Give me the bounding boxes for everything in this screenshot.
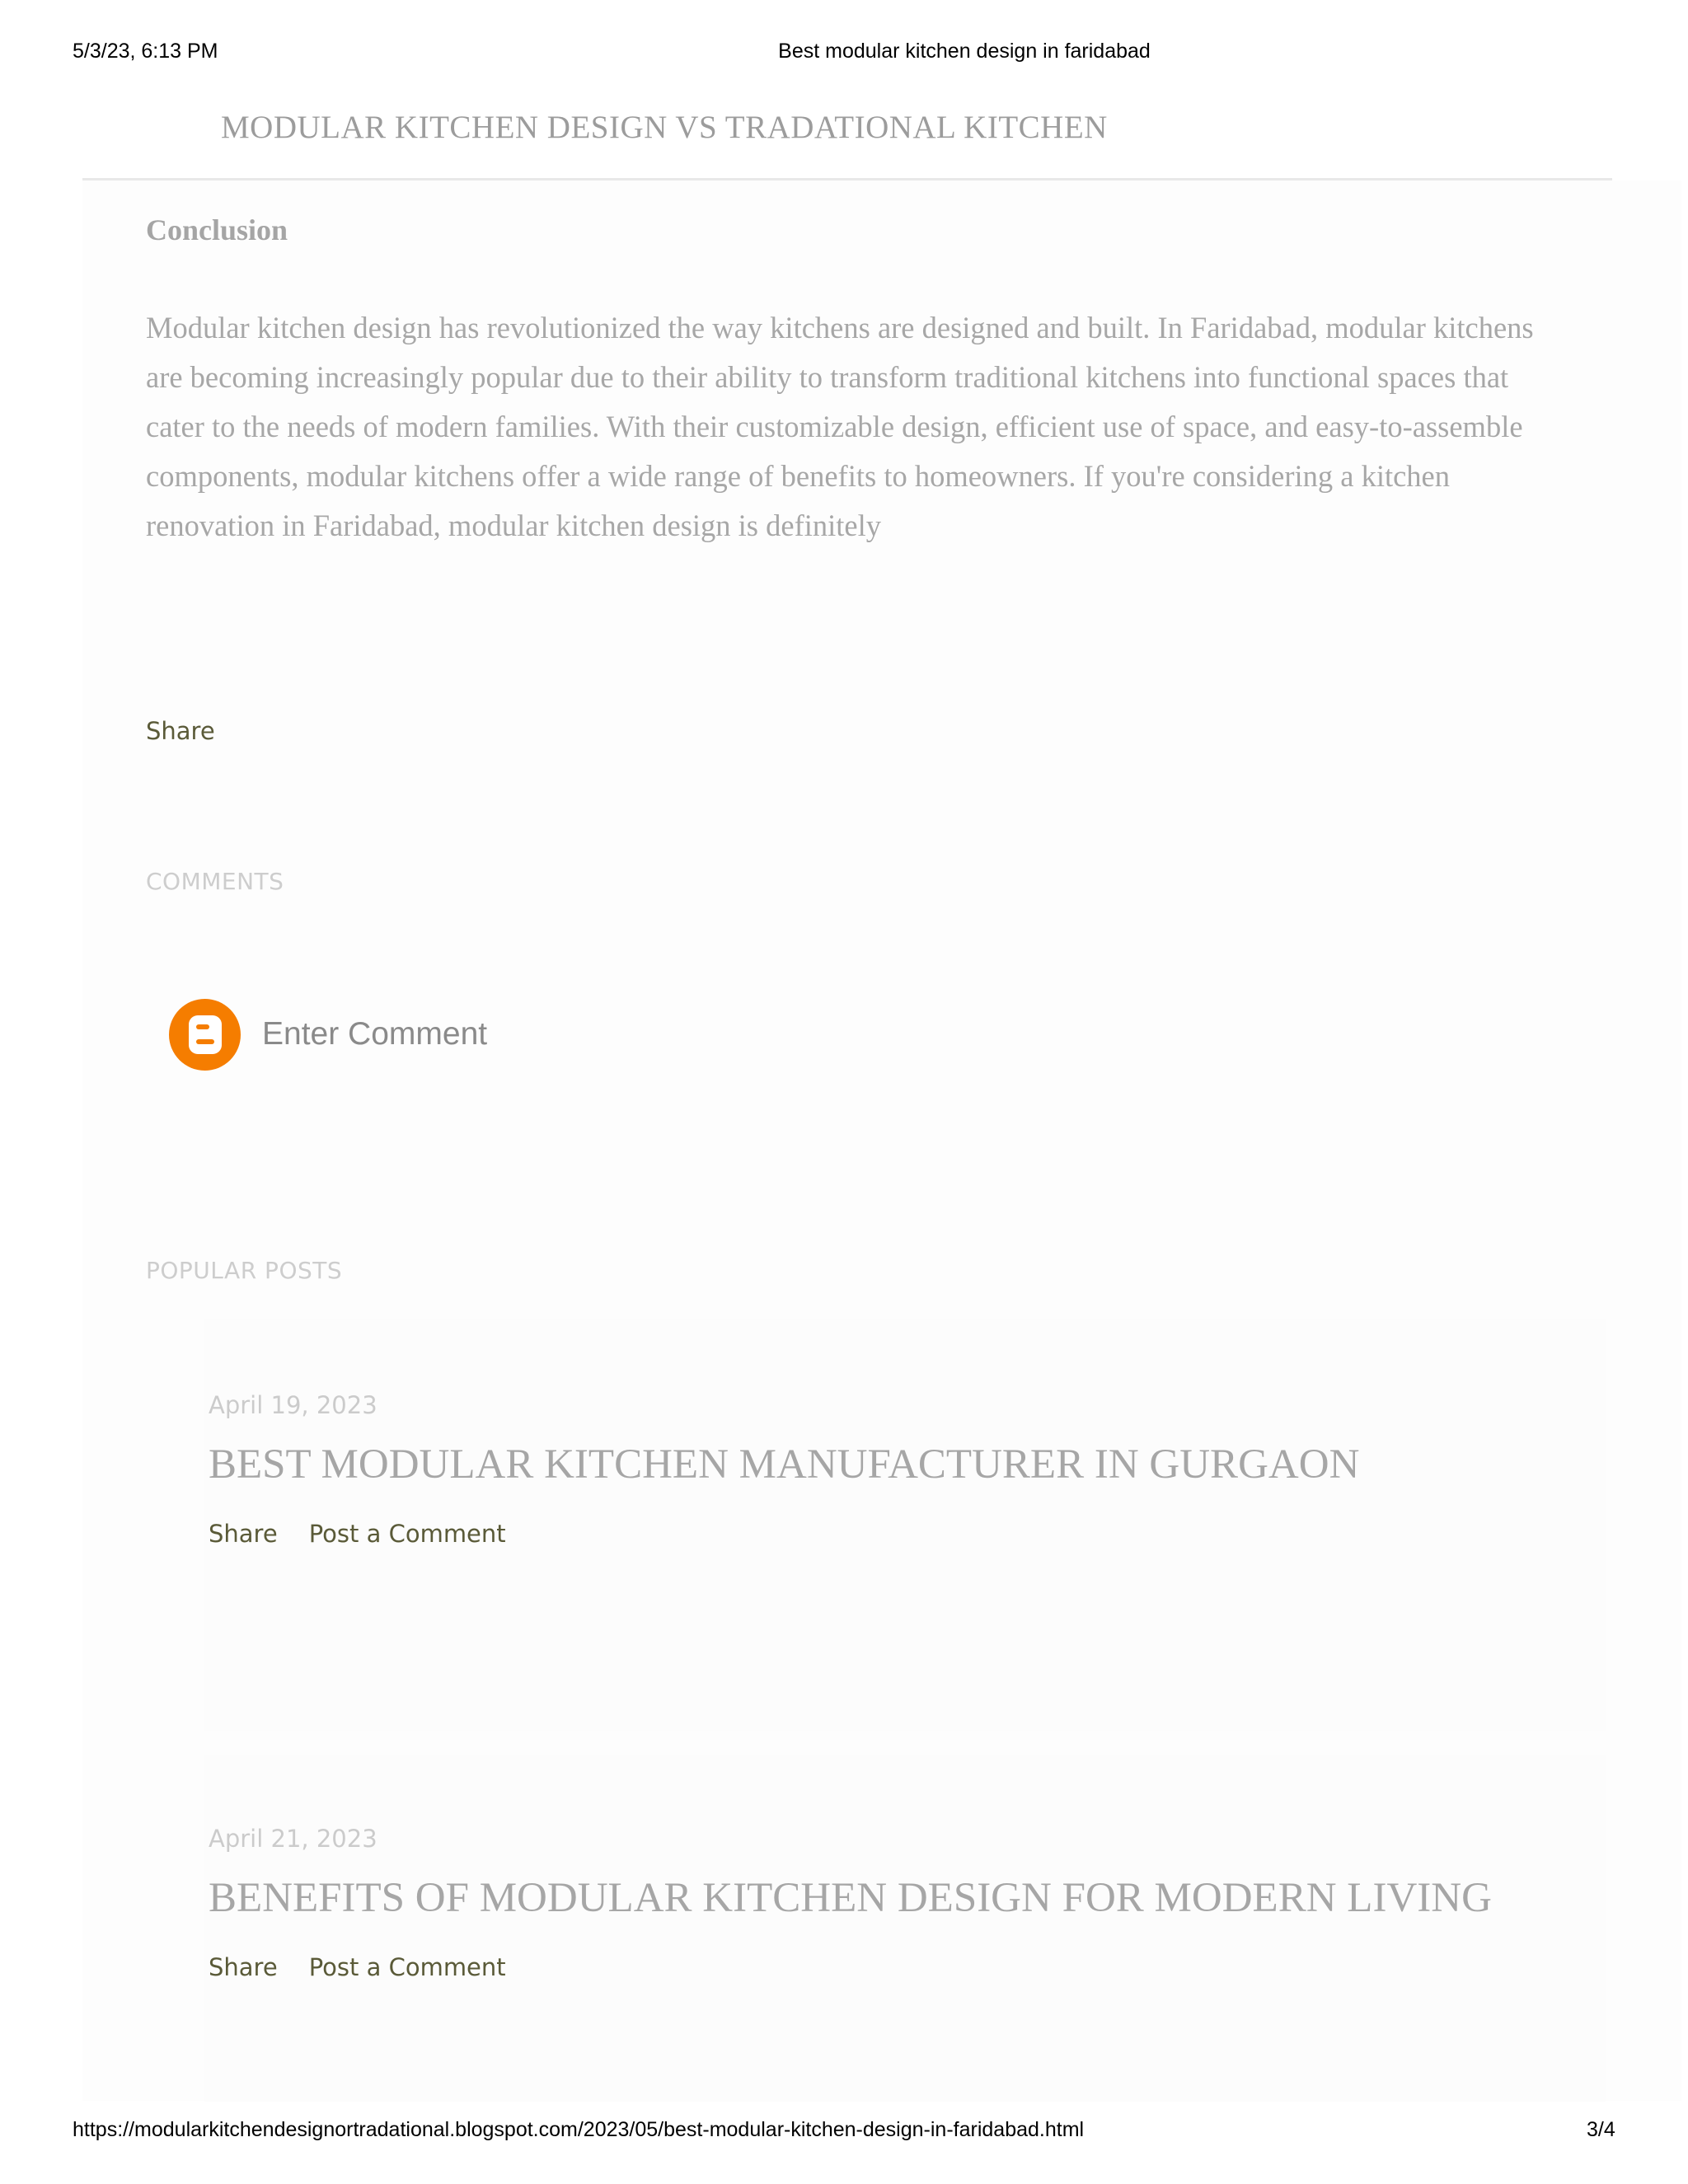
print-header-datetime: 5/3/23, 6:13 PM — [73, 40, 218, 63]
post-comment-link[interactable]: Post a Comment — [308, 1953, 506, 1981]
post-title-link[interactable]: BEST MODULAR KITCHEN MANUFACTURER IN GURGAON — [209, 1441, 1360, 1488]
post-date: April 21, 2023 — [209, 1825, 377, 1853]
comments-heading: COMMENTS — [146, 868, 284, 895]
post-actions — [209, 1953, 506, 1981]
print-header-title: Best modular kitchen design in faridabad — [778, 40, 1151, 63]
share-button[interactable]: Share — [146, 717, 215, 745]
print-footer-url: https://modularkitchendesignortradational.blogspot.com/2023/05/best-modular-kitchen-design-in-faridabad.html — [73, 2118, 1085, 2141]
share-button[interactable]: Share — [209, 1520, 278, 1548]
post-comment-link[interactable]: Post a Comment — [308, 1520, 506, 1548]
popular-posts-heading: POPULAR POSTS — [146, 1257, 343, 1284]
popular-post-card — [204, 1755, 1606, 2102]
print-footer-page-number: 3/4 — [1587, 2118, 1615, 2141]
popular-post-card — [204, 1319, 1606, 1731]
post-date: April 19, 2023 — [209, 1391, 377, 1419]
post-body-text: Modular kitchen design has revolutionized the way kitchens are designed and built. In Faridabad, modular kitchens are becoming increasingly popular due to their ability to transform traditional kitchens into functional spaces that cater to the needs of modern families. With their customizable design, efficient use of space, and easy-to-assemble components, modular kitchens offer a wide range of benefits to homeowners. If you're considering a kitchen renovation in Faridabad, modular kitchen design is definitely — [146, 311, 1534, 542]
site-title[interactable]: MODULAR KITCHEN DESIGN VS TRADATIONAL KITCHEN — [221, 110, 1108, 145]
share-button[interactable]: Share — [209, 1953, 278, 1981]
section-heading: Conclusion — [146, 213, 288, 246]
comment-input[interactable] — [169, 997, 911, 1071]
blogger-icon — [169, 999, 241, 1071]
post-actions — [209, 1520, 506, 1548]
post-title-link[interactable]: BENEFITS OF MODULAR KITCHEN DESIGN FOR MODERN LIVING — [209, 1875, 1492, 1921]
comment-placeholder[interactable]: Enter Comment — [262, 1016, 488, 1052]
